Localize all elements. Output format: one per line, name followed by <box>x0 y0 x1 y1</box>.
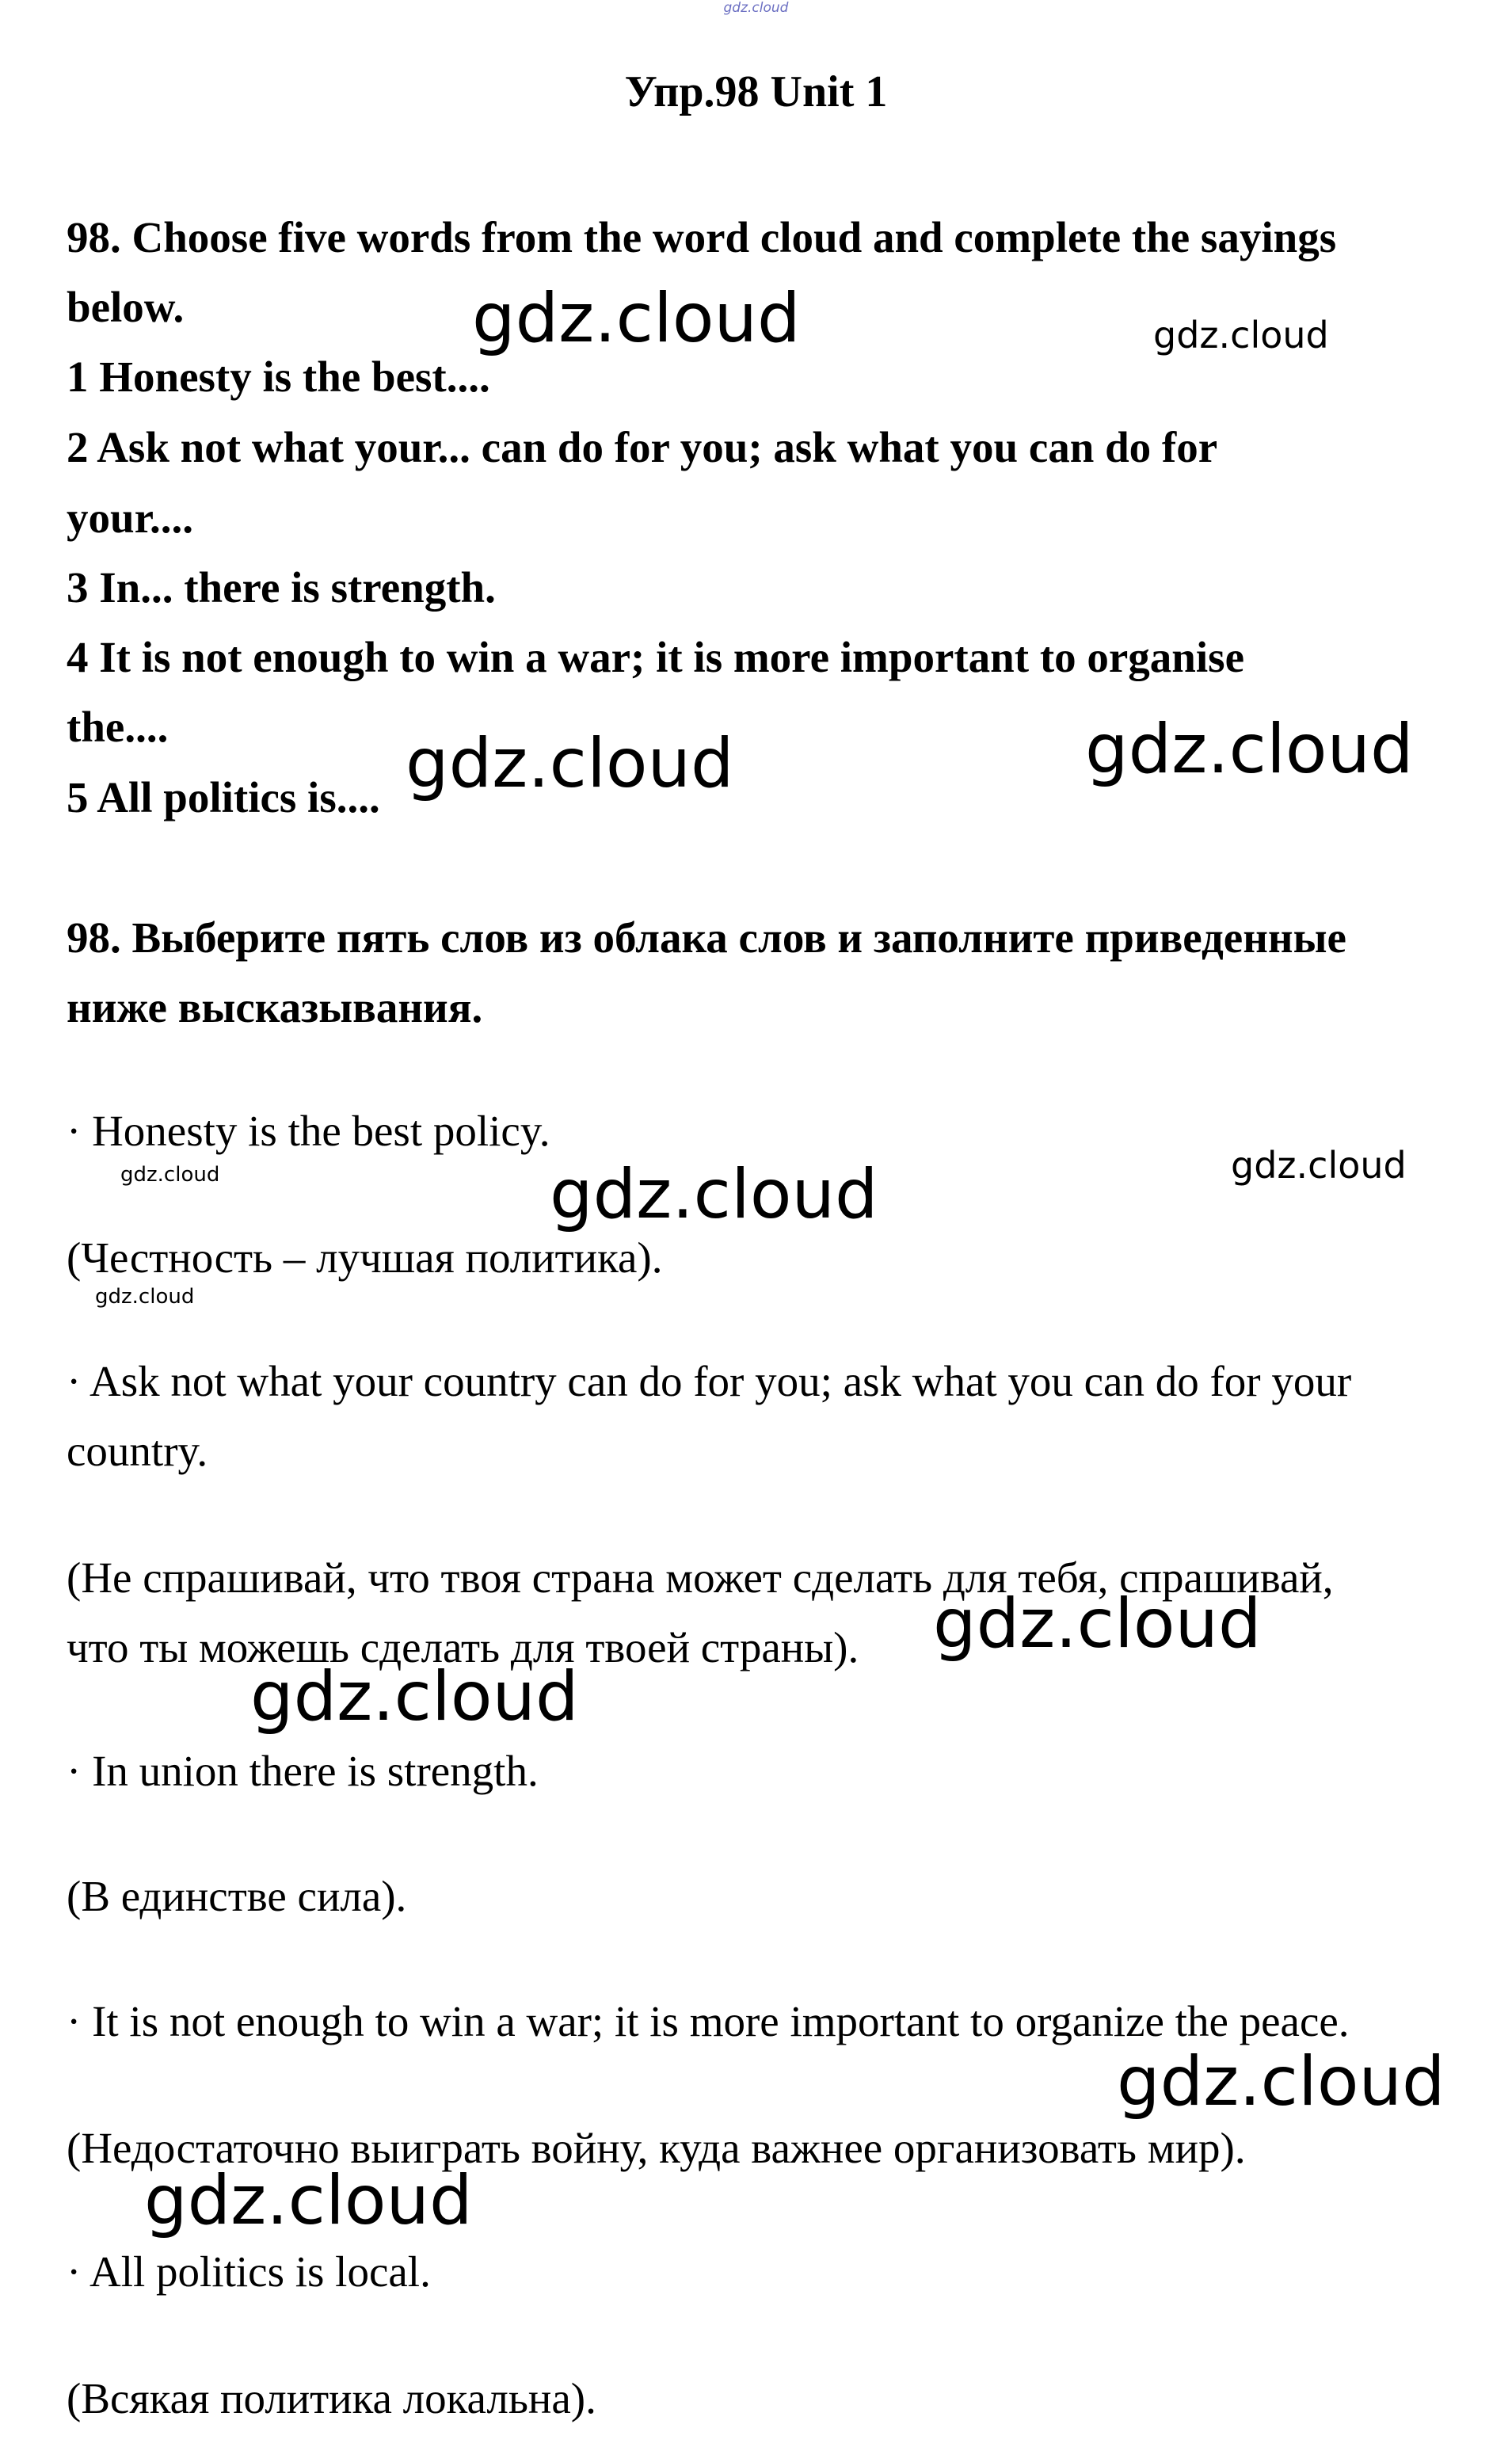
watermark: gdz.cloud <box>472 279 801 358</box>
task-en-line: 2 Ask not what your... can do for you; ask what you can do for <box>67 423 1218 471</box>
top-watermark: gdz.cloud <box>723 0 789 16</box>
task-en-line: 98. Choose five words from the word cloud and complete the sayings <box>67 213 1337 261</box>
task-en-line: the.... <box>67 703 169 751</box>
answer-en-line: · Honesty is the best policy. <box>67 1107 550 1155</box>
watermark: gdz.cloud <box>120 1163 220 1187</box>
answer-ru-line: что ты можешь сделать для твоей страны). <box>67 1623 859 1671</box>
answer-en-line: · In union there is strength. <box>67 1747 539 1795</box>
answer-ru-line: (Недостаточно выиграть войну, куда важнее организовать мир). <box>67 2124 1246 2172</box>
watermark: gdz.cloud <box>1231 1144 1407 1187</box>
answer-en-line: · All politics is local. <box>67 2247 431 2296</box>
task-en-line: 4 It is not enough to win a war; it is more important to organise <box>67 633 1244 681</box>
answer-en-line: · It is not enough to win a war; it is more important to organize the peace. <box>67 1997 1350 2045</box>
answer-ru-line: (В единстве сила). <box>67 1872 407 1920</box>
task-en-line: 1 Honesty is the best.... <box>67 353 490 401</box>
task-en-line: 3 In... there is strength. <box>67 563 496 612</box>
answer-en-line: · Ask not what your country can do for you; ask what you can do for your <box>67 1357 1352 1405</box>
task-en-line: your.... <box>67 494 193 542</box>
answer-ru-line: (Не спрашивай, что твоя страна может сделать для тебя, спрашивай, <box>67 1553 1334 1602</box>
watermark: gdz.cloud <box>144 2161 473 2240</box>
watermark: gdz.cloud <box>550 1155 878 1234</box>
watermark: gdz.cloud <box>1153 314 1329 356</box>
watermark: gdz.cloud <box>95 1285 195 1309</box>
watermark: gdz.cloud <box>406 724 734 803</box>
answer-ru-line: (Честность – лучшая политика). <box>67 1233 663 1282</box>
page-title: Упр.98 Unit 1 <box>624 67 888 116</box>
task-ru-line: 98. Выберите пять слов из облака слов и заполните приведенные <box>67 913 1346 962</box>
answer-ru-line: (Всякая политика локальна). <box>67 2374 596 2422</box>
watermark: gdz.cloud <box>1085 710 1414 789</box>
watermark: gdz.cloud <box>250 1657 579 1736</box>
answer-en-line: country. <box>67 1427 208 1475</box>
task-en-line: 5 All politics is.... <box>67 773 380 821</box>
task-ru-line: ниже высказывания. <box>67 983 483 1031</box>
task-en-line: below. <box>67 283 185 331</box>
watermark: gdz.cloud <box>933 1584 1262 1664</box>
watermark: gdz.cloud <box>1117 2042 1445 2121</box>
